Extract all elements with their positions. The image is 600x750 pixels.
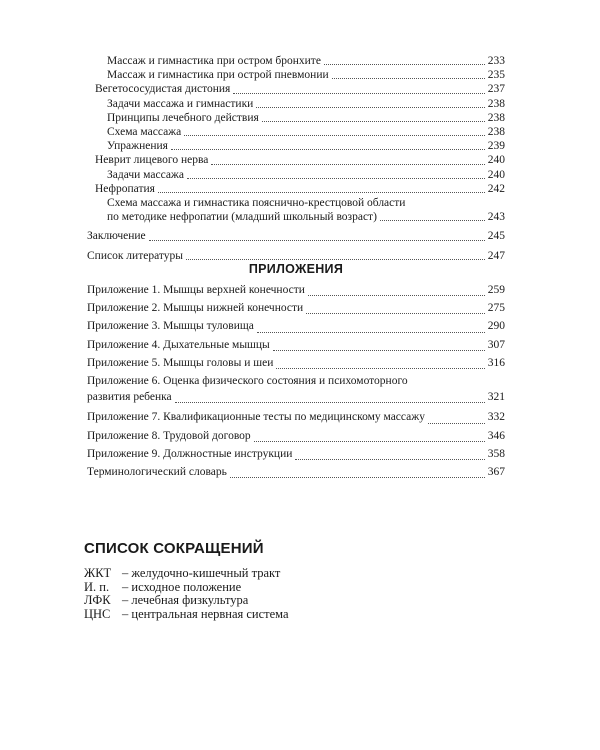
toc-entry-label: Задачи массажа: [107, 168, 184, 181]
abbreviation-definition: – лечебная физкультура: [122, 593, 249, 608]
appendix-entry-page: 307: [487, 338, 505, 351]
abbreviation-row: [84, 594, 504, 608]
toc-entry-page: 240: [487, 168, 505, 181]
dot-leader: [184, 135, 485, 136]
dot-leader: [171, 149, 485, 150]
abbreviation-definition: – желудочно-кишечный тракт: [122, 566, 281, 580]
appendix-entry[interactable]: [87, 299, 505, 317]
appendix-entry-page: 275: [487, 302, 505, 315]
appendix-entry-label: Приложение 5. Мышцы головы и шеи: [87, 356, 274, 369]
appendix-entry-page: 358: [487, 447, 505, 460]
appendix-entry-label: Приложение 9. Должностные инструкции: [87, 447, 293, 460]
toc-entry[interactable]: [87, 153, 505, 167]
toc-entry-page: 243: [487, 211, 505, 224]
appendix-entry-page: 290: [487, 320, 505, 333]
toc-entry-label: Массаж и гимнастика при острой пневмонии: [107, 69, 329, 82]
toc-entry-page: 235: [487, 69, 505, 82]
toc-entry[interactable]: [87, 139, 505, 153]
appendix-entry-label: Приложение 7. Квалификационные тесты по медицинскому массажу: [87, 411, 425, 424]
appendix-entry-page: 367: [487, 466, 505, 479]
appendix-entry[interactable]: [87, 427, 505, 445]
appendix-entry-label: Приложение 4. Дыхательные мышцы: [87, 338, 270, 351]
abbreviation-row: [84, 581, 504, 595]
toc-entry-label: Схема массажа: [107, 126, 182, 139]
toc-entry-label: Список литературы: [87, 249, 183, 262]
toc-entry[interactable]: [87, 182, 505, 196]
dot-leader: [256, 107, 484, 108]
abbreviation-row: [84, 608, 504, 622]
dot-leader: [187, 178, 485, 179]
toc-entry-page: 242: [487, 182, 505, 195]
appendix-entry[interactable]: [87, 336, 505, 354]
appendix-entry-label-line2: развития ребенка: [87, 391, 172, 404]
toc-entry-label: Массаж и гимнастика при остром бронхите: [107, 55, 321, 67]
dot-leader: [211, 164, 484, 165]
appendix-entry[interactable]: [87, 408, 505, 426]
toc-entry-label: Принципы лечебного действия: [107, 111, 259, 124]
appendix-entry-page: 346: [487, 429, 505, 442]
appendix-section: [87, 262, 505, 481]
dot-leader: [186, 259, 485, 260]
toc-entry-page: 239: [487, 140, 505, 153]
toc-entry-label: Заключение: [87, 230, 146, 243]
toc-entry-multiline[interactable]: [87, 196, 505, 224]
toc-entry-label: Вегетососудистая дистония: [95, 83, 231, 96]
abbreviation-term: ЦНС: [84, 606, 111, 621]
toc-entry-label: Задачи массажа и гимнастики: [107, 97, 254, 110]
appendix-entry-page: 332: [487, 411, 505, 424]
toc-entry[interactable]: [87, 249, 505, 263]
toc-entry-page: 238: [487, 126, 505, 139]
appendix-entry-line2: [87, 388, 505, 406]
abbreviation-definition: – центральная нервная система: [122, 606, 289, 621]
appendix-entry-page: 316: [487, 356, 505, 369]
dot-leader: [308, 295, 485, 296]
appendix-entry-label: Приложение 1. Мышцы верхней конечности: [87, 284, 305, 296]
appendix-entry-page: 321: [487, 391, 505, 404]
appendix-entry[interactable]: [87, 445, 505, 463]
appendix-entry-label: Приложение 2. Мышцы нижней конечности: [87, 302, 304, 315]
appendix-heading: ПРИЛОЖЕНИЯ: [248, 262, 344, 276]
toc-entry[interactable]: [87, 68, 505, 82]
toc-entry-page: 238: [487, 111, 505, 124]
dot-leader: [230, 477, 485, 478]
toc-entry-page: 245: [487, 230, 505, 243]
toc-entry-label: Неврит лицевого нерва: [95, 154, 209, 167]
toc-entry-label: Нефропатия: [95, 182, 155, 195]
toc-entry-line2: [107, 210, 505, 224]
toc-entry-page: 237: [487, 83, 505, 96]
appendix-entry-label: Приложение 8. Трудовой договор: [87, 429, 251, 442]
toc-entry[interactable]: [87, 229, 505, 243]
toc-entry[interactable]: [87, 54, 505, 68]
appendix-entry[interactable]: [87, 317, 505, 335]
toc-entry-page: 240: [487, 154, 505, 167]
abbreviations-section: [84, 540, 504, 621]
abbreviations-title: СПИСОК СОКРАЩЕНИЙ: [84, 540, 264, 557]
dot-leader: [233, 93, 484, 94]
abbreviation-term: ЖКТ: [84, 566, 112, 580]
dot-leader: [380, 220, 485, 221]
dot-leader: [158, 192, 485, 193]
toc-entry[interactable]: [87, 82, 505, 96]
toc-entry[interactable]: [87, 168, 505, 182]
toc-entry-page: 238: [487, 97, 505, 110]
abbreviation-definition: – исходное положение: [122, 579, 242, 594]
dot-leader: [332, 78, 485, 79]
toc-entry-page: 247: [487, 249, 505, 262]
dot-leader: [428, 423, 485, 424]
appendix-entry-label-line1: Приложение 6. Оценка физического состояния и психомоторного: [87, 375, 408, 388]
dot-leader: [306, 313, 485, 314]
toc-entry-label: Упражнения: [107, 140, 168, 153]
appendix-entry[interactable]: [87, 354, 505, 372]
dot-leader: [273, 350, 485, 351]
appendix-entry[interactable]: [87, 281, 505, 299]
appendix-entry-page: 259: [487, 284, 505, 296]
toc-entry[interactable]: [87, 97, 505, 111]
dot-leader: [257, 332, 485, 333]
toc-entry[interactable]: [87, 125, 505, 139]
appendix-entry-label: Приложение 3. Мышцы туловища: [87, 320, 254, 333]
dot-leader: [175, 402, 485, 403]
dot-leader: [295, 459, 484, 460]
dot-leader: [254, 441, 485, 442]
dot-leader: [149, 240, 485, 241]
glossary-entry[interactable]: [87, 463, 505, 481]
dot-leader: [276, 368, 484, 369]
abbreviation-row: [84, 567, 504, 581]
table-of-contents: [87, 54, 505, 263]
toc-entry[interactable]: [87, 111, 505, 125]
abbreviation-term: И. п.: [84, 579, 110, 594]
abbreviation-term: ЛФК: [84, 593, 111, 608]
toc-entry-label-line1: Схема массажа и гимнастика пояснично-крестцовой области: [107, 197, 406, 210]
appendix-entry-label: Терминологический словарь: [87, 466, 227, 479]
appendix-entry-multiline[interactable]: [87, 374, 505, 406]
toc-entry-label-line2: по методике нефропатии (младший школьный возраст): [107, 211, 377, 224]
dot-leader: [262, 121, 485, 122]
dot-leader: [324, 64, 485, 65]
toc-entry-page: 233: [487, 55, 505, 67]
